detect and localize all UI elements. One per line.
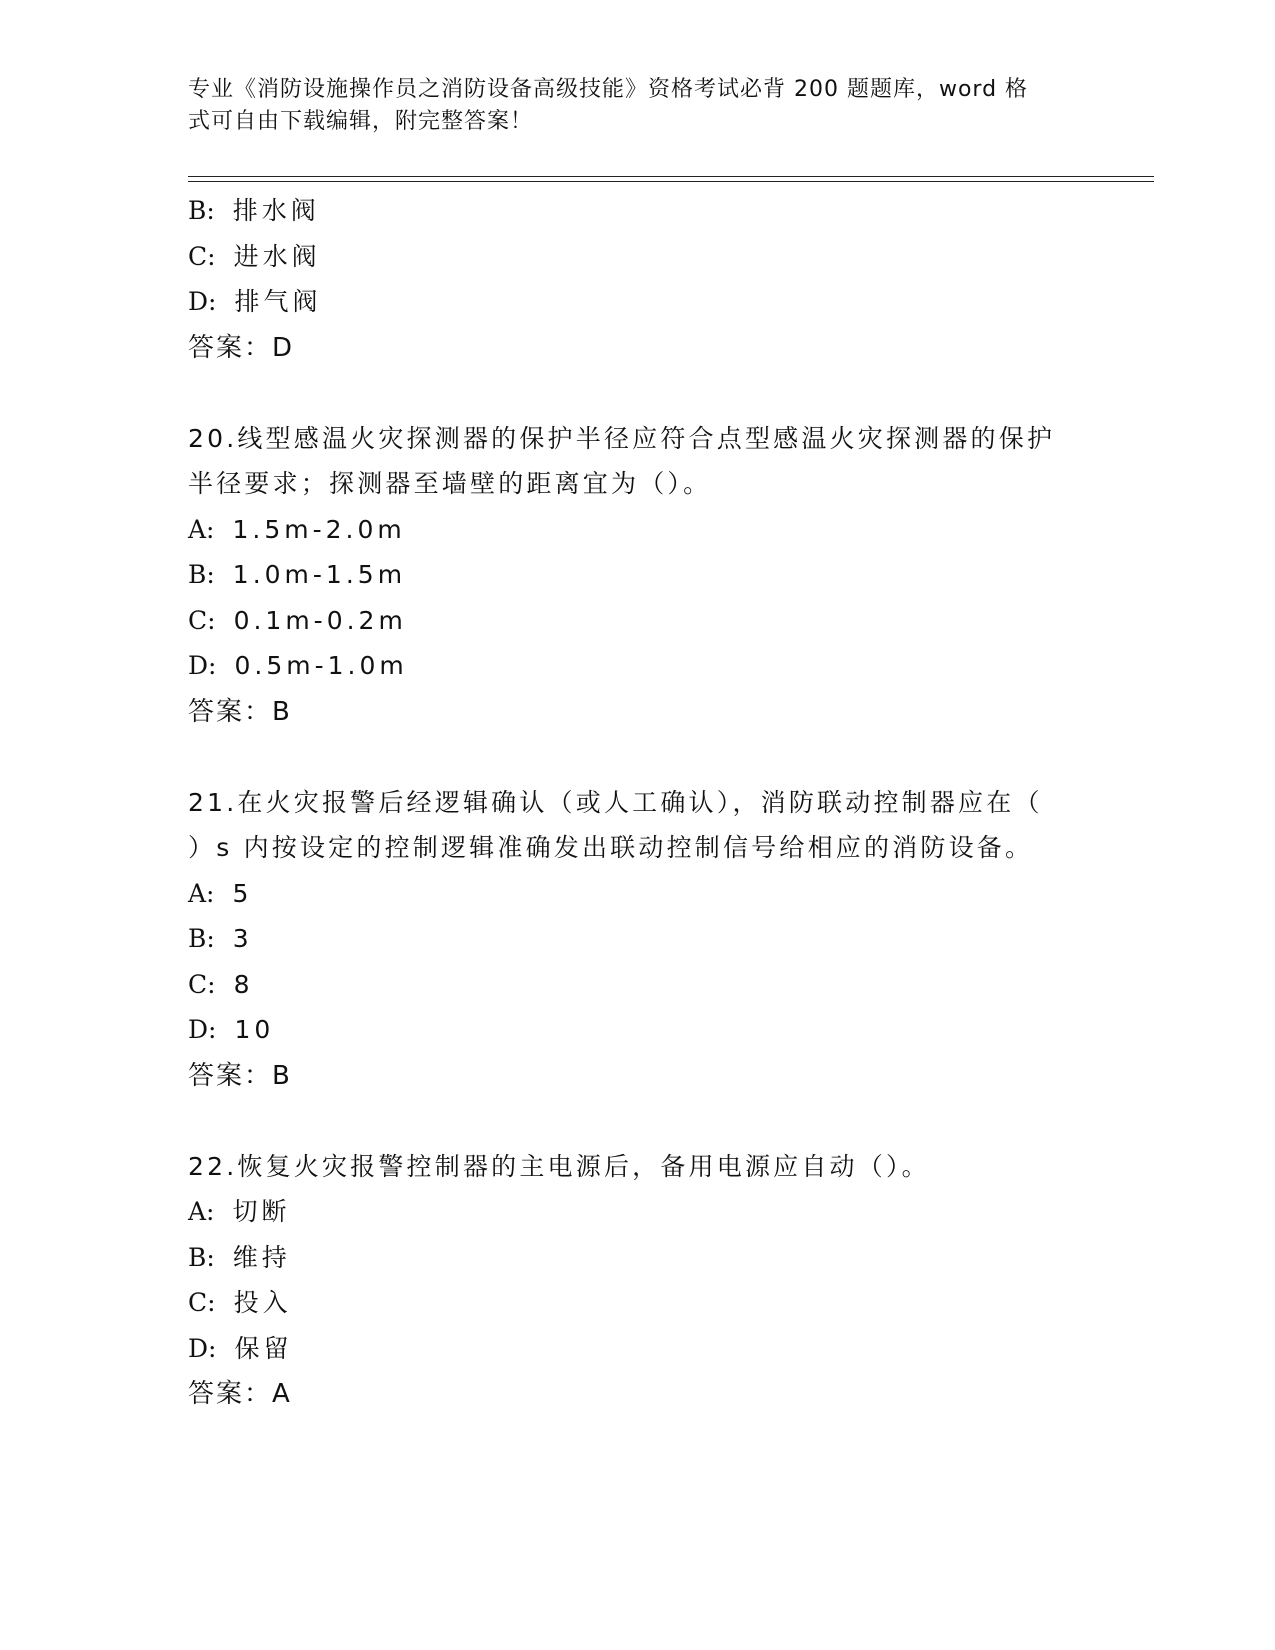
header-divider-top [188,176,1154,177]
question-20 [188,416,1088,735]
option-b: B: 3 [188,924,253,953]
option-b: B: 维持 [188,1242,291,1272]
option-c: C: 进水阀 [188,241,321,271]
answer-line: 答案：A [188,1379,292,1409]
question-stem-line-1: 21.在火灾报警后经逻辑确认（或人工确认），消防联动控制器应在（ [188,787,1043,817]
question-stem-line-1: 20.线型感温火灾探测器的保护半径应符合点型感温火灾探测器的保护 [188,423,1056,453]
option-d: D: 排气阀 [188,287,322,316]
header-line-1: 专业《消防设施操作员之消防设备高级技能》资格考试必背 200 题题库，word 格 [188,77,1029,102]
question-stem-line-1: 22.恢复火灾报警控制器的主电源后，备用电源应自动（）。 [188,1151,930,1181]
document-header [188,74,1068,138]
option-a: A: 切断 [188,1197,291,1226]
question-22 [188,1144,1088,1418]
header-line-2: 式可自由下载编辑，附完整答案！ [188,109,534,134]
option-b: B: 1.0m-1.5m [188,560,407,589]
option-a: A: 1.5m-2.0m [188,514,406,544]
answer-line: 答案：D [188,332,295,363]
answer-line: 答案：B [188,1060,292,1091]
answer-line: 答案：B [188,696,292,727]
option-a: A: 5 [188,878,253,908]
header-divider-bottom [188,181,1154,182]
option-c: C: 投入 [188,1288,292,1317]
question-stem [188,1144,1088,1190]
option-b: B: 排水阀 [188,196,320,225]
question-stem [188,780,1088,871]
option-c: C: 8 [188,969,254,999]
question-stem-line-2: 半径要求；探测器至墙壁的距离宜为（）。 [188,469,712,498]
question-stem-line-2: ）s 内按设定的控制逻辑准确发出联动控制信号给相应的消防设备。 [188,833,1034,862]
option-c: C: 0.1m-0.2m [188,605,407,635]
option-d: D: 10 [188,1015,275,1044]
option-d: D: 保留 [188,1333,293,1363]
question-stem [188,416,1088,507]
question-19-continued [188,188,1088,371]
question-list [188,188,1088,1417]
option-d: D: 0.5m-1.0m [188,651,408,680]
question-21 [188,780,1088,1099]
